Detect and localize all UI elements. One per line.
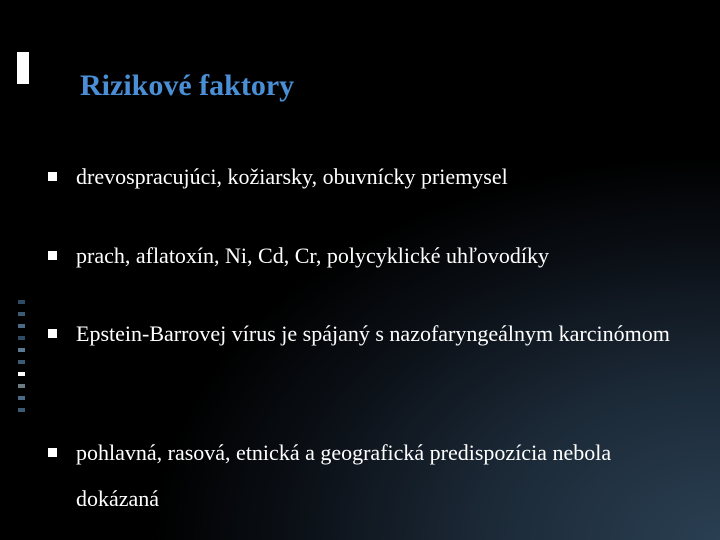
- deco-bar: [18, 336, 25, 340]
- square-bullet-icon: [48, 172, 57, 181]
- deco-bar: [18, 384, 25, 388]
- bullet-item: [48, 311, 688, 357]
- deco-bar: [18, 396, 25, 400]
- title-accent-block: [17, 52, 29, 84]
- deco-bar: [18, 360, 25, 364]
- bullet-text: Epstein-Barrovej vírus je spájaný s nazofaryngeálnym karcinómom: [76, 321, 670, 346]
- deco-bar: [18, 312, 25, 316]
- bullet-text: prach, aflatoxín, Ni, Cd, Cr, polycyklické uhľovodíky: [76, 243, 550, 268]
- bullet-item: [48, 154, 688, 200]
- bullet-item: [48, 430, 688, 522]
- deco-bar: [18, 408, 25, 412]
- deco-bar: [18, 324, 25, 328]
- slide-title: Rizikové faktory: [80, 69, 295, 102]
- square-bullet-icon: [48, 448, 57, 457]
- bullet-item: [48, 233, 688, 279]
- deco-bar: [18, 300, 25, 304]
- bullet-text: drevospracujúci, kožiarsky, obuvnícky priemysel: [76, 164, 508, 189]
- bullet-text: pohlavná, rasová, etnická a geografická predispozícia nebola dokázaná: [76, 440, 612, 511]
- deco-bar: [18, 348, 25, 352]
- square-bullet-icon: [48, 329, 57, 338]
- deco-bar: [18, 372, 25, 376]
- square-bullet-icon: [48, 251, 57, 260]
